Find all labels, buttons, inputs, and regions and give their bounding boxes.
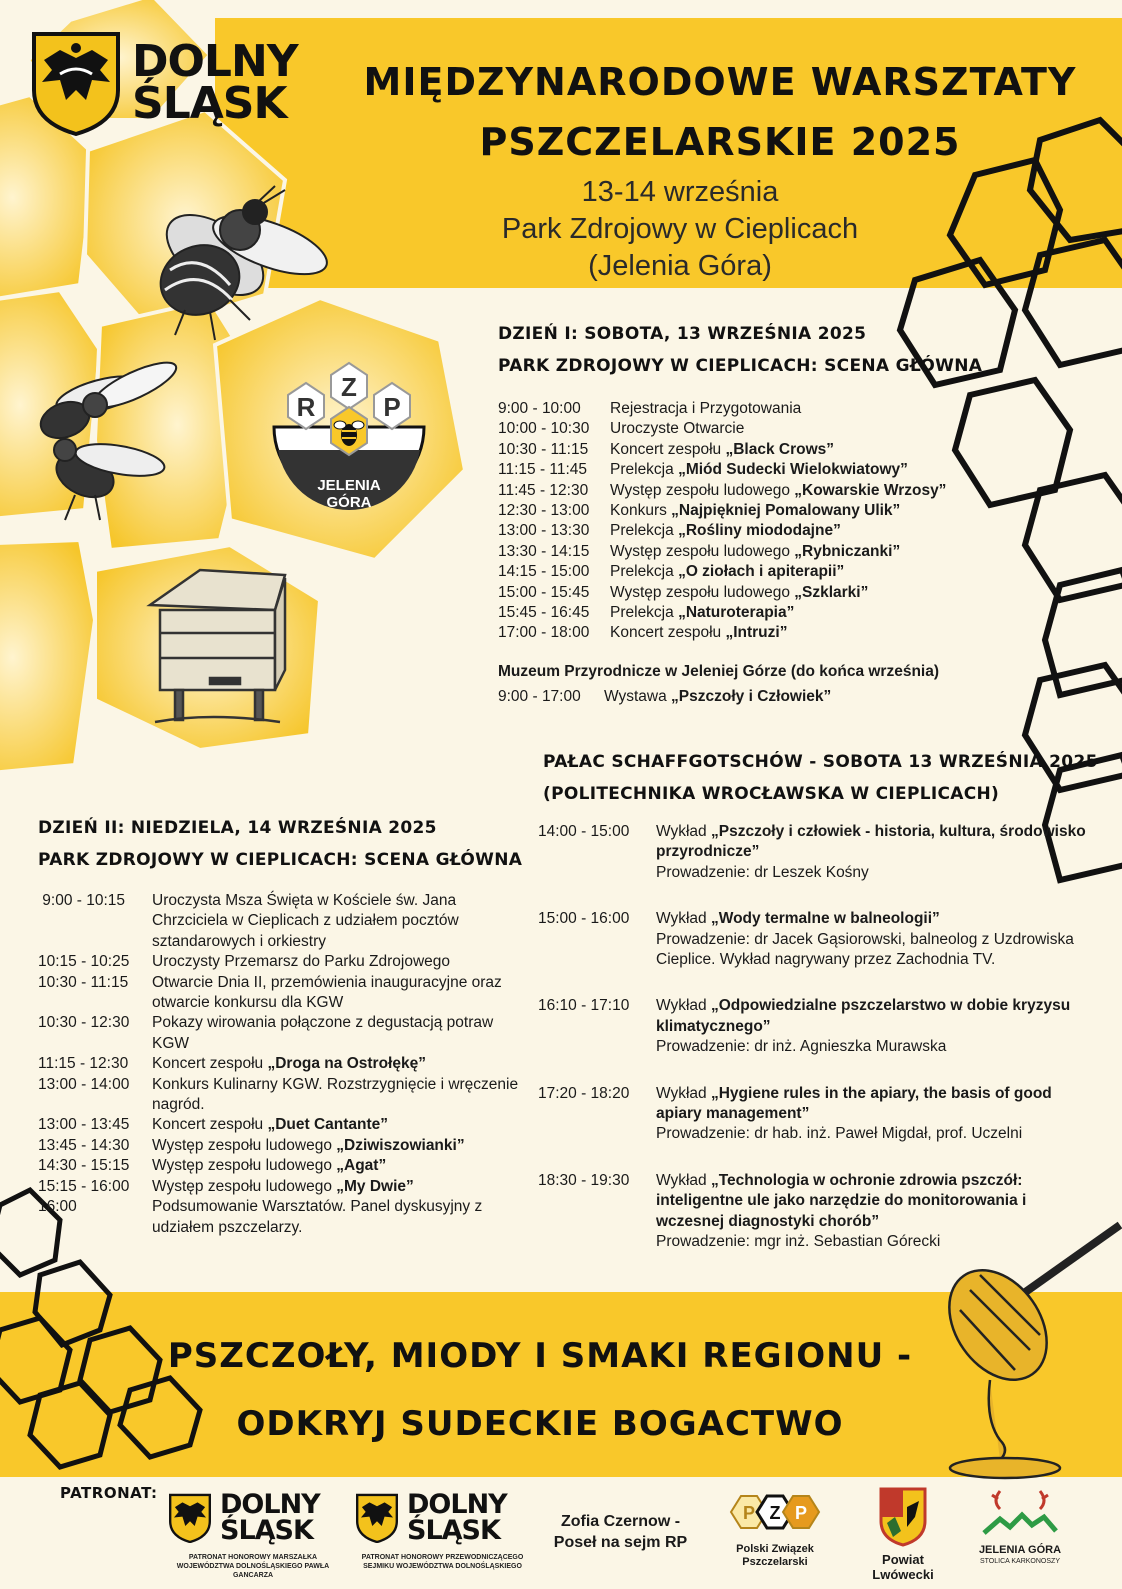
day1-schedule: [498, 399, 1058, 644]
schedule-label: Uroczysty Przemarsz do Parku Zdrojowego: [152, 953, 451, 971]
jelenia-gora-logo-icon: [970, 1487, 1070, 1539]
logo-line2: ŚLĄSK: [220, 1514, 313, 1546]
palace-subtitle: (POLITECHNIKA WROCŁAWSKA W CIEPLICACH): [543, 784, 1000, 804]
museum-title: „Pszczoły i Człowiek”: [671, 688, 832, 705]
schedule-row: [498, 562, 1058, 582]
pzp-letter-1: P: [742, 1503, 756, 1523]
event-info: [440, 174, 920, 285]
schedule-time: 13:00 - 13:30: [498, 522, 590, 540]
lecture-row: [538, 1171, 1098, 1253]
logo-line2: ŚLĄSK: [407, 1514, 500, 1546]
lecture-row: [538, 1084, 1098, 1145]
coat-of-arms-icon: [355, 1493, 399, 1543]
schedule-time: 15:00 - 15:45: [498, 583, 590, 601]
museum-row: [498, 688, 831, 706]
schedule-row: [498, 603, 1058, 623]
lecture-time: 16:10 - 17:10: [538, 997, 630, 1015]
jg-name: JELENIA GÓRA: [978, 1544, 1062, 1556]
schedule-row: [38, 1136, 530, 1156]
schedule-row: [498, 501, 1058, 521]
schedule-label: Występ zespołu ludowego: [152, 1136, 337, 1154]
schedule-title: „Kowarskie Wrzosy”: [794, 481, 947, 499]
schedule-title: „Dziwiszowianki”: [336, 1136, 465, 1154]
day2-schedule: [38, 891, 530, 1238]
patron-pzp: [720, 1492, 830, 1569]
schedule-time: 11:45 - 12:30: [498, 481, 589, 499]
palace-heading: [543, 746, 1098, 810]
schedule-time: 12:30 - 13:00: [498, 502, 590, 520]
schedule-label: Konkurs Kulinarny KGW. Rozstrzygnięcie i wręczenie nagród.: [152, 1075, 519, 1114]
schedule-time: 9:00 - 10:15: [38, 892, 126, 909]
schedule-row: [38, 1075, 530, 1116]
lecture-host: Prowadzenie: dr Leszek Kośny: [656, 863, 869, 881]
patron-caption: PATRONAT HONOROWY MARSZAŁKA WOJEWÓDZTWA DOLNOŚLĄSKIEGO PAWŁA GANCARZA: [176, 1554, 330, 1580]
schedule-row: [38, 1177, 530, 1197]
schedule-row: [498, 399, 1058, 419]
schedule-time: 15:45 - 16:45: [498, 604, 590, 622]
schedule-title: „Rośliny miododajne”: [678, 522, 841, 540]
schedule-title: „Agat”: [336, 1157, 387, 1175]
museum-label: Wystawa: [604, 688, 672, 705]
event-city: (Jelenia Góra): [588, 250, 772, 282]
schedule-label: Konkurs: [610, 502, 672, 520]
logo-line1: DOLNY: [132, 36, 298, 88]
patron-logo-marshal: [168, 1489, 338, 1580]
lecture-label: Wykład: [656, 823, 711, 840]
schedule-row: [498, 542, 1058, 562]
schedule-row: [38, 1054, 530, 1074]
schedule-time: 11:15 - 12:30: [38, 1055, 129, 1073]
schedule-time: 15:15 - 16:00: [38, 1177, 130, 1195]
schedule-row: [498, 583, 1058, 603]
slogan-line1: PSZCZOŁY, MIODY I SMAKI REGIONU -: [167, 1336, 913, 1376]
schedule-title: „Szklarki”: [794, 583, 869, 601]
schedule-title: „Black Crows”: [725, 440, 835, 458]
lecture-label: Wykład: [656, 910, 711, 928]
schedule-row: [498, 623, 1058, 643]
schedule-time: 9:00 - 10:00: [498, 400, 581, 417]
powiat-coat-of-arms-icon: [879, 1487, 927, 1547]
lecture-label: Wykład: [656, 1084, 711, 1102]
event-title: [360, 52, 1080, 172]
schedule-title: „O ziołach i apiterapii”: [678, 563, 845, 581]
title-line1: MIĘDZYNARODOWE WARSZTATY: [363, 60, 1077, 104]
logo-line1: DOLNY: [407, 1489, 507, 1520]
lecture-title: „Pszczoły i człowiek - historia, kultura, środowisko przyrodnicze”: [656, 823, 1086, 861]
schedule-time: 17:00 - 18:00: [498, 624, 590, 642]
schedule-row: [498, 440, 1058, 460]
schedule-time: 13:45 - 14:30: [38, 1136, 130, 1154]
day2-title: DZIEŃ II: NIEDZIELA, 14 WRZEŚNIA 2025: [38, 818, 437, 838]
day1-title: DZIEŃ I: SOBOTA, 13 WRZEŚNIA 2025: [498, 324, 867, 344]
schedule-title: „Najpiękniej Pomalowany Ulik”: [671, 502, 901, 520]
schedule-time: 13:00 - 13:45: [38, 1116, 130, 1134]
title-line2: PSZCZELARSKIE 2025: [479, 120, 961, 164]
schedule-row: [38, 1156, 530, 1176]
schedule-label: Prelekcja: [610, 563, 679, 581]
palace-lectures: [538, 822, 1098, 1253]
patron-logo-sejmik: [355, 1489, 530, 1571]
schedule-label: Występ zespołu ludowego: [152, 1177, 337, 1195]
lecture-row: [538, 996, 1098, 1057]
coat-of-arms-icon: [168, 1493, 212, 1543]
dolny-slask-logo: [30, 30, 298, 136]
day1-venue: PARK ZDROJOWY W CIEPLICACH: SCENA GŁÓWNA: [498, 356, 983, 376]
schedule-title: „Rybniczanki”: [794, 542, 901, 560]
event-place: Park Zdrojowy w Cieplicach: [501, 213, 859, 245]
schedule-time: 14:30 - 15:15: [38, 1157, 130, 1175]
lecture-title: „Odpowiedzialne pszczelarstwo w dobie kryzysu klimatycznego”: [656, 997, 1071, 1035]
lecture-row: [538, 822, 1098, 883]
schedule-row: [38, 1197, 530, 1238]
schedule-time: 13:00 - 14:00: [38, 1075, 130, 1093]
badge-letter-z: Z: [341, 372, 357, 402]
event-date: 13-14 września: [581, 176, 779, 208]
schedule-label: Prelekcja: [610, 461, 679, 479]
schedule-time: 11:15 - 11:45: [498, 461, 588, 479]
schedule-row: [498, 419, 1058, 439]
museum-time: 9:00 - 17:00: [498, 688, 581, 705]
pzp-letter-2: Z: [769, 1503, 781, 1523]
schedule-label: Podsumowanie Warsztatów. Panel dyskusyjny z udziałem pszczelarzy.: [152, 1198, 483, 1236]
schedule-label: Występ zespołu ludowego: [610, 542, 795, 560]
schedule-title: „Miód Sudecki Wielokwiatowy”: [678, 461, 908, 479]
schedule-row: [38, 1013, 530, 1054]
schedule-label: Koncert zespołu: [152, 1116, 268, 1134]
day2-heading: [38, 812, 522, 876]
lecture-host: Prowadzenie: dr inż. Agnieszka Murawska: [656, 1038, 947, 1056]
lecture-title: „Technologia w ochronie zdrowia pszczół: inteligentne ule jako narzędzie do monitorowania i wczesnej diagnostyki chorób”: [656, 1171, 1027, 1230]
badge-letter-p: P: [383, 392, 401, 422]
schedule-row: [498, 521, 1058, 541]
badge-letter-r: R: [296, 392, 316, 422]
schedule-time: 13:30 - 14:15: [498, 542, 590, 560]
schedule-label: Prelekcja: [610, 522, 679, 540]
lecture-label: Wykład: [656, 1171, 711, 1189]
schedule-time: 10:30 - 11:15: [498, 440, 589, 458]
schedule-label: Występ zespołu ludowego: [152, 1157, 337, 1175]
schedule-label: Uroczyste Otwarcie: [610, 420, 745, 438]
schedule-time: 14:15 - 15:00: [498, 563, 590, 581]
slogan: [100, 1322, 980, 1458]
lecture-time: 14:00 - 15:00: [538, 823, 630, 840]
schedule-label: Koncert zespołu: [610, 440, 726, 458]
lecture-host: Prowadzenie: mgr inż. Sebastian Górecki: [656, 1233, 941, 1251]
schedule-label: Występ zespołu ludowego: [610, 583, 795, 601]
schedule-title: „Duet Cantante”: [267, 1116, 389, 1134]
patron-person: [538, 1511, 703, 1553]
schedule-row: [498, 481, 1058, 501]
schedule-time: 10:00 - 10:30: [498, 420, 590, 438]
schedule-label: Uroczysta Msza Święta w Kościele św. Jana Chrzciciela w Cieplicach z udziałem pocztów sztandarowych i orkiestry: [152, 892, 459, 950]
schedule-row: [38, 1115, 530, 1135]
schedule-row: [38, 891, 530, 952]
logo-line1: DOLNY: [220, 1489, 320, 1520]
jg-tag: STOLICA KARKONOSZY: [979, 1558, 1060, 1565]
lecture-time: 17:20 - 18:20: [538, 1084, 630, 1102]
pzp-line1: Polski Związek: [736, 1543, 814, 1555]
patron-caption: PATRONAT HONOROWY PRZEWODNICZĄCEGO SEJMIKU WOJEWÓDZTWA DOLNOŚLĄSKIEGO: [361, 1554, 524, 1571]
slogan-line2: ODKRYJ SUDECKIE BOGACTWO: [236, 1404, 844, 1444]
schedule-row: [38, 973, 530, 1014]
logo-line2: ŚLĄSK: [132, 78, 287, 129]
powiat-line2: Lwówecki: [872, 1567, 934, 1582]
lecture-row: [538, 909, 1098, 970]
schedule-label: Otwarcie Dnia II, przemówienia inauguracyjne oraz otwarcie konkursu dla KGW: [152, 973, 502, 1012]
museum-heading: Muzeum Przyrodnicze w Jeleniej Górze (do końca września): [498, 663, 940, 680]
lecture-host: Prowadzenie: dr hab. inż. Paweł Migdał, prof. Uczelni: [656, 1125, 1023, 1143]
schedule-label: Koncert zespołu: [152, 1055, 268, 1073]
day2-venue: PARK ZDROJOWY W CIEPLICACH: SCENA GŁÓWNA: [38, 850, 523, 870]
lecture-title: „Hygiene rules in the apiary, the basis of good apiary management”: [656, 1084, 1052, 1123]
lecture-label: Wykład: [656, 997, 711, 1015]
day1-heading: [498, 318, 982, 382]
schedule-label: Koncert zespołu: [610, 624, 726, 642]
powiat-line1: Powiat: [882, 1552, 924, 1567]
schedule-row: [498, 460, 1058, 480]
schedule-time: 10:30 - 12:30: [38, 1014, 130, 1032]
schedule-label: Pokazy wirowania połączone z degustacją potraw KGW: [152, 1014, 494, 1052]
schedule-time: 10:30 - 11:15: [38, 973, 129, 991]
schedule-time: 16:00: [38, 1198, 77, 1216]
badge-line1: JELENIA: [317, 477, 381, 494]
patron-powiat: [858, 1487, 948, 1582]
patron-person-role: Poseł na sejm RP: [553, 1534, 688, 1551]
pzp-logo-icon: [727, 1492, 823, 1532]
patronage-label: PATRONAT:: [60, 1484, 158, 1502]
schedule-title: „My Dwie”: [336, 1177, 414, 1195]
lecture-title: „Wody termalne w balneologii”: [710, 910, 940, 928]
schedule-title: „Naturoterapia”: [678, 604, 795, 622]
schedule-row: [38, 952, 530, 972]
schedule-label: Rejestracja i Przygotowania: [610, 400, 802, 417]
schedule-label: Prelekcja: [610, 604, 679, 622]
schedule-title: „Intruzi”: [725, 624, 788, 642]
patron-jelenia-gora: [970, 1487, 1070, 1566]
schedule-title: „Droga na Ostrołękę”: [267, 1055, 426, 1073]
patron-person-name: Zofia Czernow -: [560, 1513, 681, 1530]
lecture-time: 18:30 - 19:30: [538, 1171, 630, 1189]
badge-line2: GÓRA: [326, 494, 372, 511]
coat-of-arms-icon: [30, 30, 122, 136]
palace-title: PAŁAC SCHAFFGOTSCHÓW - SOBOTA 13 WRZEŚNIA 2025: [543, 752, 1098, 772]
lecture-time: 15:00 - 16:00: [538, 910, 630, 928]
rzp-jelenia-gora-badge: [258, 355, 440, 525]
pzp-line2: Pszczelarski: [742, 1556, 808, 1568]
schedule-time: 10:15 - 10:25: [38, 953, 130, 971]
lecture-host: Prowadzenie: dr Jacek Gąsiorowski, balneolog z Uzdrowiska Cieplice. Wykład nagrywany przez Zachodnia TV.: [656, 930, 1074, 969]
pzp-letter-3: P: [794, 1503, 808, 1523]
schedule-label: Występ zespołu ludowego: [610, 481, 795, 499]
